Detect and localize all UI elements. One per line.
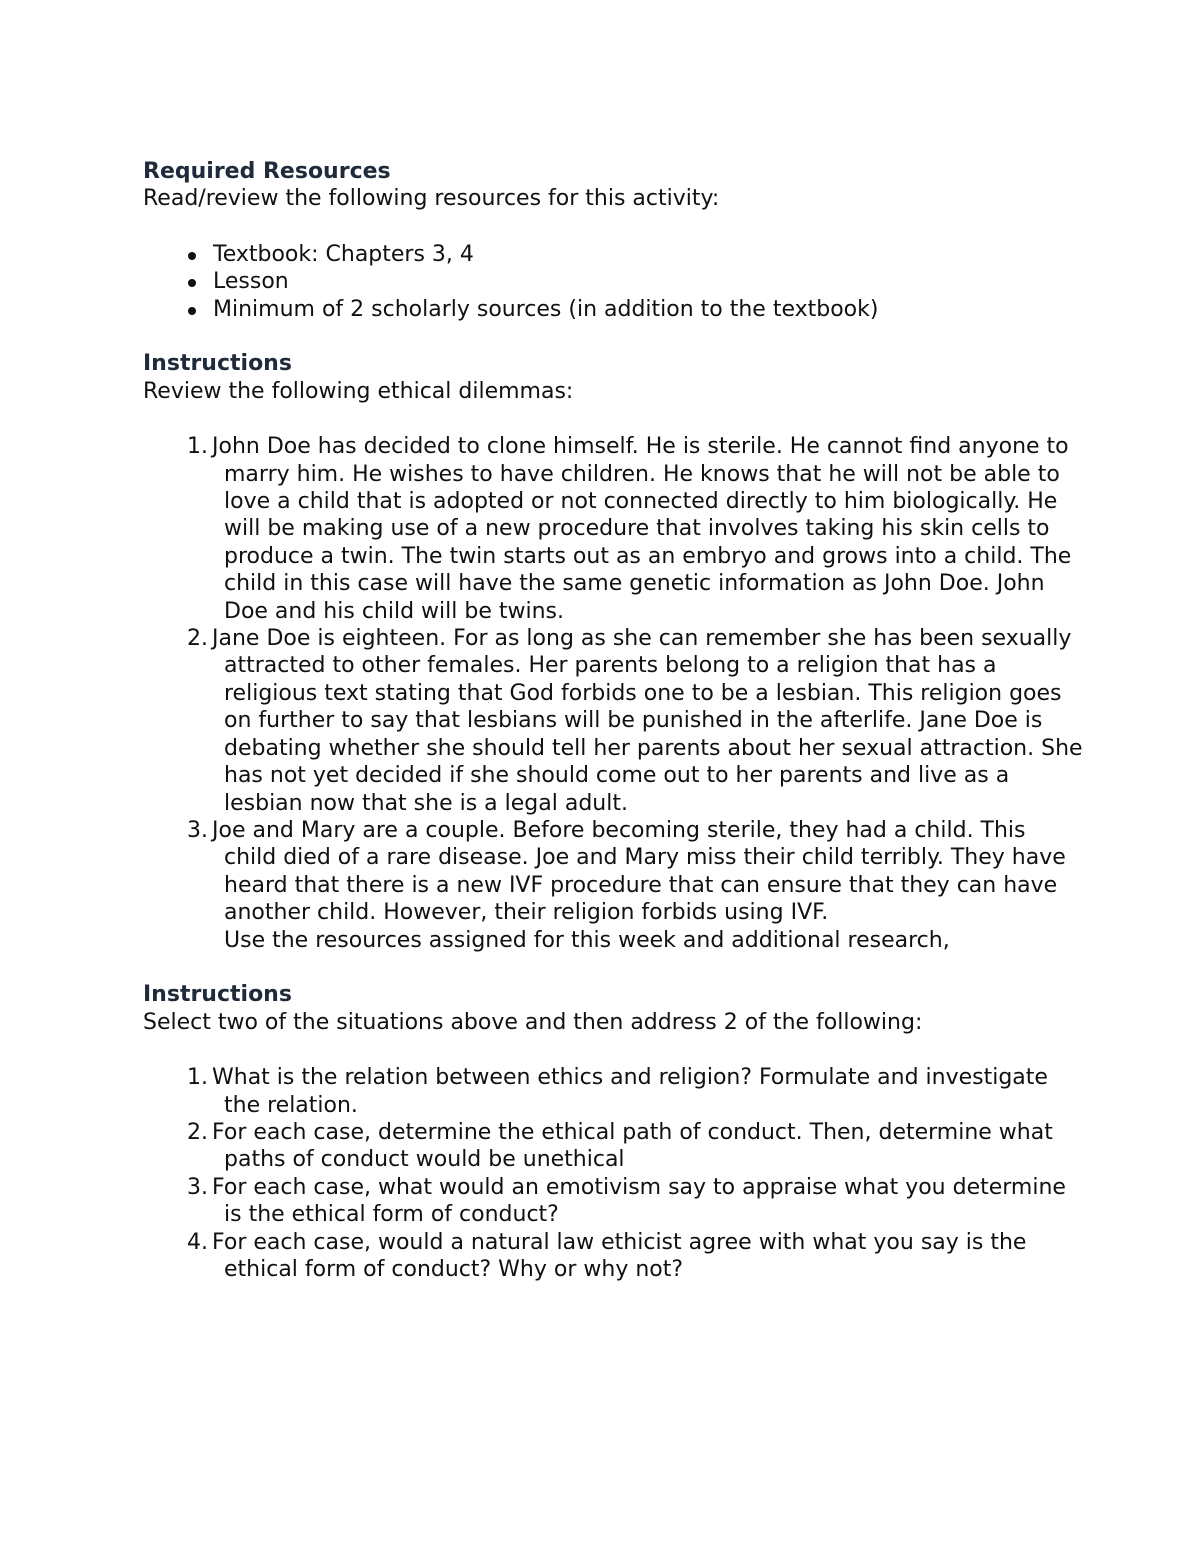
- instructions-heading-2: Instructions: [143, 982, 292, 1008]
- bullet-icon: [188, 279, 196, 287]
- list-item: Minimum of 2 scholarly sources (in addition to the textbook): [143, 296, 1083, 323]
- list-item: 2. For each case, determine the ethical path of conduct. Then, determine what paths of conduct would be unethical: [187, 1119, 1053, 1173]
- document-page: [143, 158, 1083, 1283]
- list-item: Lesson: [143, 268, 1083, 295]
- list-item: 3. For each case, what would an emotivism say to appraise what you determine is the ethical form of conduct?: [187, 1174, 1066, 1228]
- list-item: 4. For each case, would a natural law ethicist agree with what you say is the ethical form of conduct? Why or why not?: [187, 1229, 1027, 1282]
- bullet-icon: [188, 252, 196, 260]
- list-item: 1. John Doe has decided to clone himself. He is sterile. He cannot find anyone to marry him. He wishes to have children. He knows that he will not be able to love a child that is adopted or not connected directly to him biologically. He will be making use of a new procedure that involves taking his skin cells to produce a twin. The twin starts out as an embryo and grows into a child. The child in this case will have the same genetic information as John Doe. John Doe and his child will be twins.: [187, 434, 1072, 624]
- instructions-heading: Instructions: [143, 351, 292, 377]
- dilemmas-intro: Review the following ethical dilemmas:: [143, 378, 574, 404]
- list-item: 1. What is the relation between ethics and religion? Formulate and investigate the relation.: [187, 1065, 1048, 1118]
- resources-list: [143, 241, 1083, 323]
- list-item: Textbook: Chapters 3, 4: [143, 241, 1083, 268]
- bullet-icon: [188, 307, 196, 315]
- required-resources-heading: Required Resources: [143, 159, 391, 184]
- list-item: 2. Jane Doe is eighteen. For as long as she can remember she has been sexually attracted to other females. Her parents belong to a religion that has a religious text stating that God forbids one to be a lesbian. This religion goes on further to say that lesbians will be punished in the afterlife. Jane Doe is debating whether she should tell her parents about her sexual attraction. She has not yet decided if she should come out to her parents and live as a lesbian now that she is a legal adult.: [187, 626, 1083, 816]
- resources-intro: Read/review the following resources for this activity:: [143, 186, 720, 212]
- resources-continuation: Use the resources assigned for this week and additional research,: [224, 927, 950, 953]
- list-item: 3. Joe and Mary are a couple. Before becoming sterile, they had a child. This child died of a rare disease. Joe and Mary miss their child terribly. They have heard that there is a new IVF procedure that can ensure that they can have another child. However, their religion forbids using IVF.: [187, 817, 1066, 926]
- dilemmas-list: [143, 433, 1083, 926]
- questions-list: [143, 1064, 1083, 1283]
- questions-intro: Select two of the situations above and then address 2 of the following:: [143, 1009, 923, 1035]
